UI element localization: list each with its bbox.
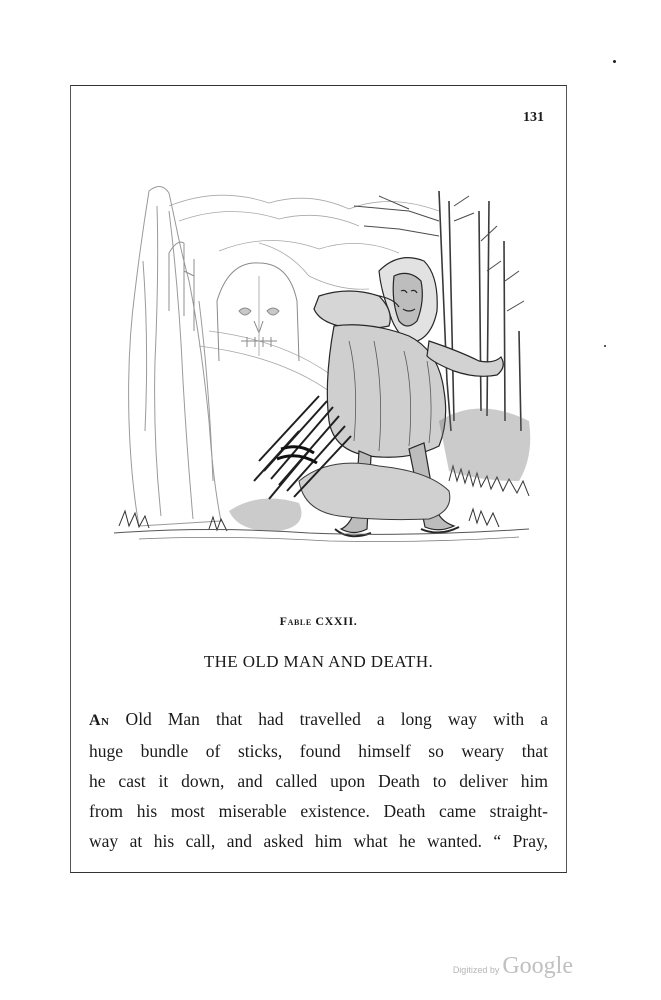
body-line: way at his call, and asked him what he wanted. “ Pray, [89,831,548,851]
body-line: huge bundle of sticks, found himself so weary that [89,741,548,761]
watermark-prefix: Digitized by [452,965,500,975]
body-line: he cast it down, and called upon Death to deliver him [89,771,548,791]
fable-body-text [89,704,548,856]
body-initial-word: An [89,712,110,729]
engraving-illustration [109,181,539,621]
watermark-brand-logo: Google [502,953,573,979]
fable-number: Fable CXXII. [279,614,358,628]
body-line: from his most miserable existence. Death came straight- [89,801,548,821]
body-line [89,704,548,736]
page-border-frame [70,85,567,873]
page-number: 131 [523,110,544,125]
digitization-watermark [453,953,573,980]
body-line-text: Old Man that had travelled a long way with a [109,709,548,729]
fable-title: THE OLD MAN AND DEATH. [203,652,434,671]
page-speck [613,60,616,63]
page-speck [604,345,606,347]
